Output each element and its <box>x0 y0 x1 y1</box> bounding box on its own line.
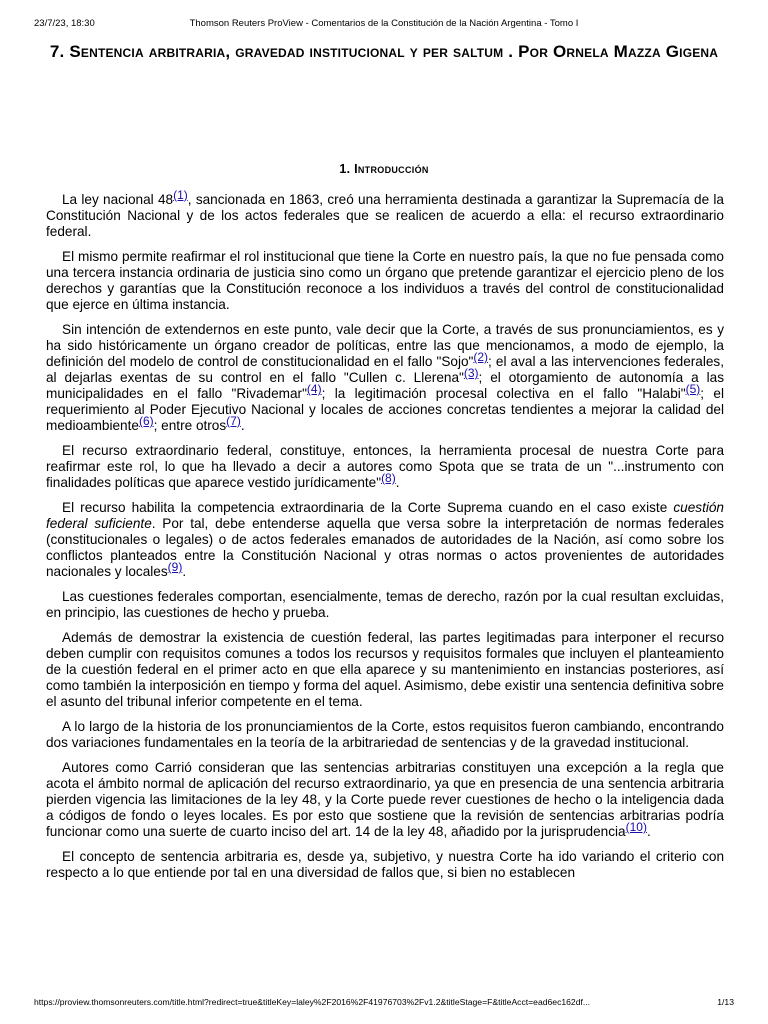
footnote-link[interactable]: (3) <box>463 366 479 380</box>
print-datetime: 23/7/23, 18:30 <box>34 18 95 29</box>
emphasis-text: cuestión federal suficiente <box>46 500 724 531</box>
paragraph-text: El recurso extraordinario federal, constituye, entonces, la herramienta procesal de nuestra Corte para reafirmar este rol, lo que ha llevado a decir a autores como Spota que se trata de un "...instrumento con finalidades políticas que aparece vestido jurídicamente" <box>46 443 724 490</box>
paragraph <box>46 322 724 434</box>
print-header <box>34 18 734 32</box>
paragraph-text: ; el aval a las intervenciones federales, al dejarlas exentas de su control en el fallo "Cullen c. Llerena" <box>46 354 724 385</box>
footnote-link[interactable]: (6) <box>138 414 154 428</box>
paragraph-text: ; entre otros <box>153 418 227 433</box>
print-footer <box>34 996 734 1010</box>
footnote-link[interactable]: (7) <box>226 414 241 428</box>
document-body <box>46 188 725 890</box>
paragraph-text: ; el otorgamiento de autonomía a las municipalidades en el fallo "Rivademar" <box>46 370 724 401</box>
paragraph-text: . <box>646 824 651 839</box>
paragraph <box>46 589 724 621</box>
paragraph <box>46 249 724 313</box>
paragraph-text: Además de demostrar la existencia de cuestión federal, las partes legitimadas para interponer el recurso deben cumplir con requisitos comunes a todos los recursos y requisitos formales que incluyen el planteamiento de la cuestión federal en el primer acto en que ella aparece y su mantenimiento en instancias posteriores, así como también la interposición en tiempo y forma del aquel. Asimismo, debe existir una sentencia definitiva sobre el asunto del tribunal inferior competente en el tema. <box>46 630 724 709</box>
paragraph-text: Autores como Carrió consideran que las sentencias arbitrarias constituyen una excepción a la regla que acota el ámbito normal de aplicación del recurso extraordinario, ya que en presencia de una sentencia arbitraria pierden vigencia las limitaciones de la ley 48, y la Corte puede rever cuestiones de hecho o la inteligencia dada a códigos de fondo o leyes locales. Es por esto que sostiene que la revisión de sentencias arbitrarias podría funcionar como una suerte de cuarto inciso del art. 14 de la ley 48, añadido por la jurisprudencia <box>46 760 724 839</box>
paragraph-text: ; el requerimiento al Poder Ejecutivo Nacional y locales de acciones concretas tendientes a mejorar la calidad del medioambiente <box>46 386 725 433</box>
paragraph-text: ; la legitimación procesal colectiva en el fallo "Halabi" <box>321 386 686 401</box>
paragraph-text: El recurso habilita la competencia extraordinaria de la Corte Suprema cuando en el caso existe <box>62 500 674 515</box>
paragraph <box>46 443 724 491</box>
paragraph <box>46 500 724 580</box>
paragraph-text: Sin intención de extendernos en este punto, vale decir que la Corte, a través de sus pronunciamientos, es y ha sido históricamente un órgano creador de políticas, entre las que mencionamos, a modo de ejemplo, la definición del modelo de control de constitucionalidad en el fallo "Sojo" <box>46 322 724 369</box>
footnote-link[interactable]: (10) <box>625 820 647 834</box>
paragraph <box>46 760 724 840</box>
paragraph-text: . <box>395 475 400 490</box>
footnote-link[interactable]: (9) <box>167 560 183 574</box>
paragraph-text: . Por tal, debe entenderse aquella que versa sobre la interpretación de normas federales (constitucionales o legales) o de actos federales emanados de autoridades de la Nación, así como sobre los conflictos planteados entre la Constitución Nacional y otras normas o actos provenientes de autoridades nacionales y locales <box>46 516 724 579</box>
footnote-link[interactable]: (5) <box>685 382 701 396</box>
paragraph <box>46 719 724 751</box>
paragraph <box>46 188 724 240</box>
paragraph-text: A lo largo de la historia de los pronunciamientos de la Corte, estos requisitos fueron cambiando, encontrando dos variaciones fundamentales en la teoría de la arbitrariedad de sentencias y de la gravedad institucional. <box>46 719 724 750</box>
footnote-link[interactable]: (2) <box>473 350 489 364</box>
page-number: 1/13 <box>717 997 734 1007</box>
paragraph-text: Las cuestiones federales comportan, esencialmente, temas de derecho, razón por la cual resultan excluidas, en principio, las cuestiones de hecho y prueba. <box>46 589 724 620</box>
footnote-link[interactable]: (4) <box>306 382 322 396</box>
page-url: https://proview.thomsonreuters.com/title.html?redirect=true&titleKey=laley%2F2016%2F41976703%2Fv1.2&titleStage=F&titleAcct=ead6ec162df... <box>34 997 591 1007</box>
section-title: 1. Introducción <box>339 162 429 176</box>
footnote-link[interactable]: (1) <box>173 188 188 202</box>
paragraph-text: . <box>240 418 245 433</box>
paragraph-text: La ley nacional 48 <box>62 192 174 207</box>
paragraph <box>46 630 724 710</box>
footnote-link[interactable]: (8) <box>381 471 396 485</box>
paragraph-text: . <box>182 564 187 579</box>
print-page-title: Thomson Reuters ProView - Comentarios de la Constitución de la Nación Argentina - Tomo I <box>189 18 579 29</box>
paragraph-text: , sancionada en 1863, creó una herramienta destinada a garantizar la Supremacía de la Constitución Nacional y de los actos federales que se realicen de acuerdo a ella: el recurso extraordinario federal. <box>46 192 724 239</box>
paragraph-text: El concepto de sentencia arbitraria es, desde ya, subjetivo, y nuestra Corte ha ido variando el criterio con respecto a lo que entiende por tal en una diversidad de fallos que, si bien no establecen <box>46 849 724 880</box>
document-title: 7. Sentencia arbitraria, gravedad institucional y per saltum . Por Ornela Mazza Gigena <box>49 42 719 61</box>
paragraph-text: El mismo permite reafirmar el rol institucional que tiene la Corte en nuestro país, la que no fue pensada como una tercera instancia ordinaria de justicia sino como un órgano que pretende garantizar el ejercicio pleno de los derechos y garantías que la Constitución reconoce a los individuos a través del control de constitucionalidad que ejerce en última instancia. <box>46 249 724 312</box>
paragraph <box>46 849 724 881</box>
